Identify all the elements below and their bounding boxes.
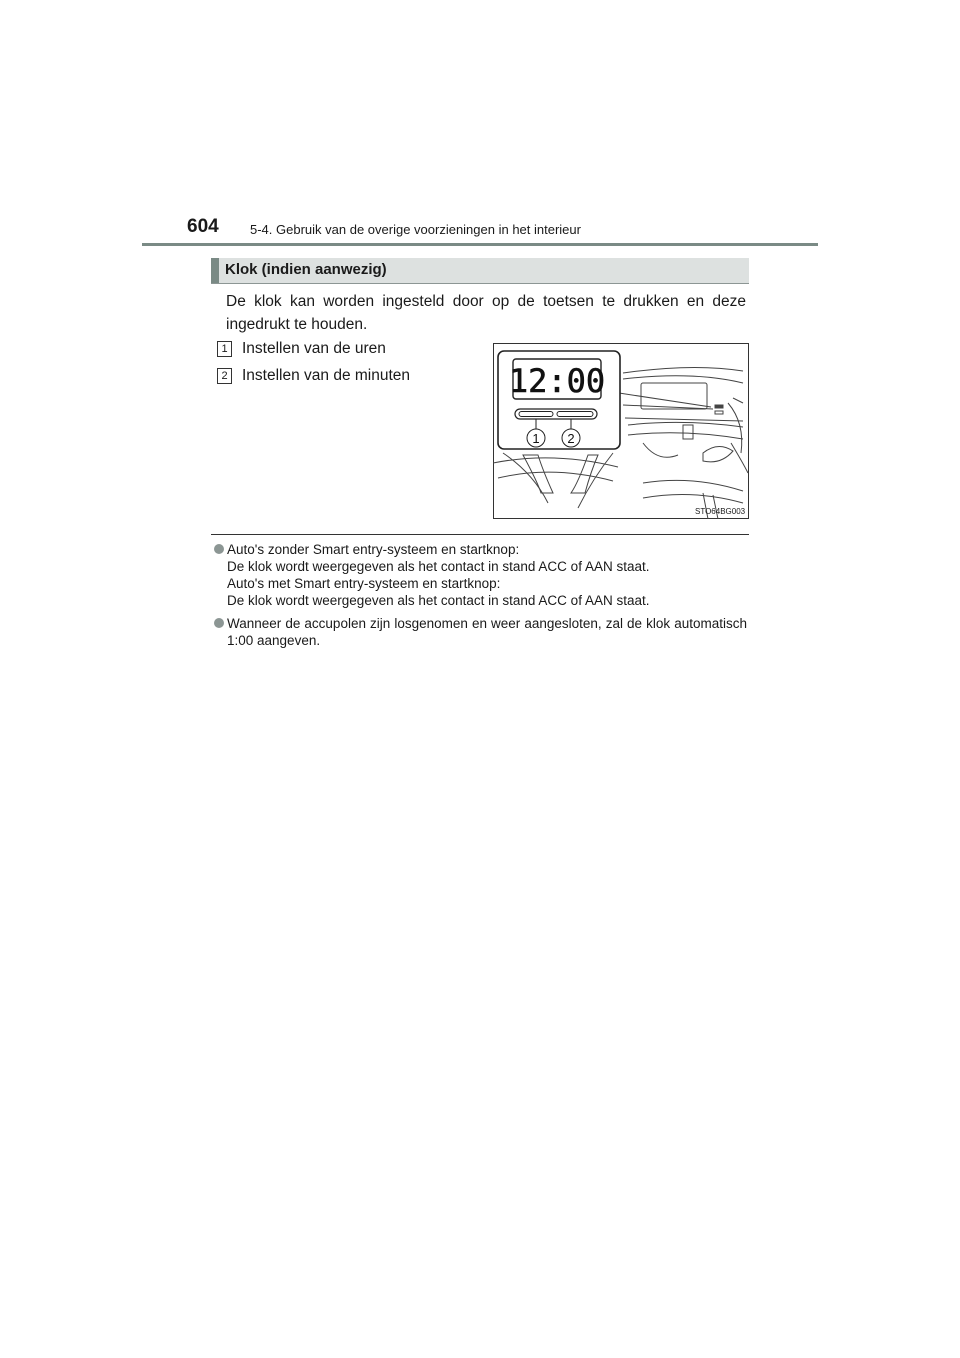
step-number-2: 2 [217, 368, 232, 384]
step-text-1: Instellen van de uren [242, 340, 386, 357]
section-accent [211, 258, 219, 283]
running-head: 5-4. Gebruik van de overige voorzieningen in het interieur [250, 222, 581, 237]
clock-display: 12:00 [508, 362, 606, 400]
note-line: De klok wordt weergegeven als het contact in stand ACC of AAN staat. [227, 593, 650, 608]
step-text-2: Instellen van de minuten [242, 367, 411, 384]
note-line: Wanneer de accupolen zijn losgenomen en weer aangesloten, zal de klok automatisch 1:00 aangeven. [227, 616, 747, 648]
page-number: 604 [187, 216, 219, 237]
note-item-1 [227, 541, 747, 609]
bullet-icon [214, 618, 224, 628]
note-line: Auto's met Smart entry-systeem en startknop: [227, 576, 501, 591]
hour-button [519, 412, 553, 417]
separator-rule [211, 534, 749, 535]
figure-code: STO64BG003 [695, 507, 746, 516]
callout-label-1: 1 [532, 431, 540, 446]
note-line: Auto's zonder Smart entry-systeem en startknop: [227, 542, 520, 557]
section-title: Klok (indien aanwezig) [225, 261, 387, 278]
header-rule [142, 243, 818, 246]
step-item-1 [217, 340, 386, 358]
note-item-2 [227, 615, 747, 649]
section-heading [211, 258, 749, 284]
step-number-1: 1 [217, 341, 232, 357]
step-item-2 [217, 367, 410, 385]
clock-illustration [493, 343, 749, 519]
intro-paragraph: De klok kan worden ingesteld door op de toetsen te drukken en deze ingedrukt te houden. [226, 293, 746, 333]
bullet-icon [214, 544, 224, 554]
note-line: De klok wordt weergegeven als het contact in stand ACC of AAN staat. [227, 559, 650, 574]
callout-label-2: 2 [567, 431, 575, 446]
minute-button [557, 412, 593, 417]
